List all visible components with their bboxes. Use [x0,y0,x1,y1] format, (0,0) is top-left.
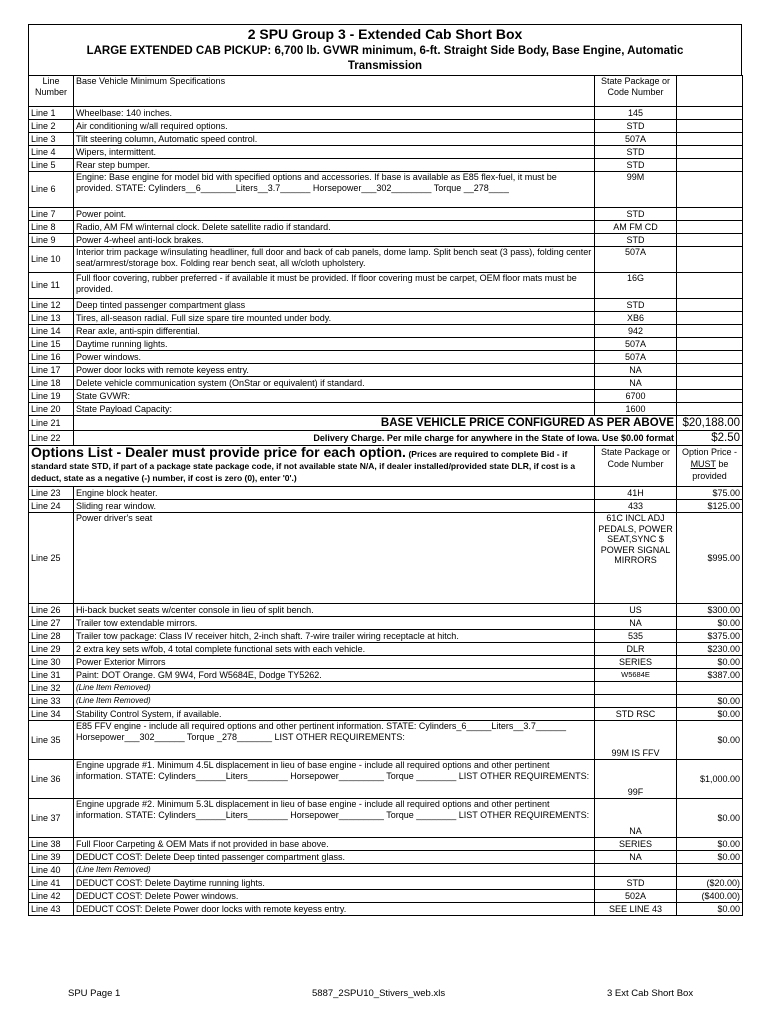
base-price-label: BASE VEHICLE PRICE CONFIGURED AS PER ABOVE [74,416,677,431]
line-number: Line 12 [29,299,74,312]
code-number: XB6 [595,312,677,325]
option-description: DEDUCT COST: Delete Deep tinted passenger compartment glass. [74,851,595,864]
table-row [29,487,743,500]
option-price: $1,000.00 [677,760,743,799]
code-number: NA [595,377,677,390]
footer-filename: 5887_2SPU10_Stivers_web.xls [312,988,446,999]
line-number: Line 17 [29,364,74,377]
option-description: Power driver's seat [74,513,595,604]
option-price: $0.00 [677,617,743,630]
code-number: 507A [595,351,677,364]
option-price: ($400.00) [677,890,743,903]
line-number: Line 39 [29,851,74,864]
table-row [29,604,743,617]
table-row [29,838,743,851]
option-price: $75.00 [677,487,743,500]
code-number: 16G [595,273,677,299]
line-number: Line 27 [29,617,74,630]
blank-cell [677,221,743,234]
footer-sheet-name: 3 Ext Cab Short Box [607,988,694,999]
line-number: Line 9 [29,234,74,247]
code-number: NA [595,617,677,630]
line-number: Line 23 [29,487,74,500]
code-number: DLR [595,643,677,656]
price-head-b: be provided [692,459,729,481]
spec-description: Power 4-wheel anti-lock brakes. [74,234,595,247]
line-number: Line 41 [29,877,74,890]
option-price: $0.00 [677,851,743,864]
code-number: 507A [595,338,677,351]
line-number: Line 16 [29,351,74,364]
option-description: Full Floor Carpeting & OEM Mats if not provided in base above. [74,838,595,851]
code-number: 507A [595,133,677,146]
line-number: Line 36 [29,760,74,799]
table-row [29,851,743,864]
line-number: Line 33 [29,695,74,708]
column-header-row [29,76,743,107]
footer-page: SPU Page 1 [68,988,121,999]
table-row [29,500,743,513]
line-number: Line 2 [29,120,74,133]
delivery-charge-value: $2.50 [677,431,743,446]
table-row [29,364,743,377]
line-number: Line 10 [29,247,74,273]
option-price: $125.00 [677,500,743,513]
code-number: STD RSC [595,708,677,721]
code-number: NA [595,364,677,377]
price-head-a: Option Price - [681,447,738,457]
code-number: SERIES [595,838,677,851]
sheet-title: 2 SPU Group 3 - Extended Cab Short Box [247,26,523,42]
line-number: Line 6 [29,172,74,208]
table-row [29,403,743,416]
option-description: Stability Control System, if available. [74,708,595,721]
table-row [29,338,743,351]
line-number: Line 7 [29,208,74,221]
table-row [29,247,743,273]
line-number: Line 32 [29,682,74,695]
table-row [29,708,743,721]
blank-cell [677,208,743,221]
table-row [29,799,743,838]
code-number: 145 [595,107,677,120]
code-number: NA [595,799,677,838]
option-price [677,864,743,877]
code-number: STD [595,120,677,133]
line-number: Line 25 [29,513,74,604]
table-row [29,695,743,708]
blank-cell [677,377,743,390]
spec-description: Daytime running lights. [74,338,595,351]
option-price: $387.00 [677,669,743,682]
code-number: 502A [595,890,677,903]
line-number: Line 43 [29,903,74,916]
base-price-value: $20,188.00 [677,416,743,431]
option-description: DEDUCT COST: Delete Power door locks with remote keyess entry. [74,903,595,916]
table-row [29,234,743,247]
options-header [29,446,595,487]
line-21-row [29,416,743,431]
option-description: Paint: DOT Orange. GM 9W4, Ford W5684E, Dodge TY5262. [74,669,595,682]
code-number: STD [595,159,677,172]
table-row [29,513,743,604]
spec-description: Tilt steering column, Automatic speed control. [74,133,595,146]
options-code-header: State Package or Code Number [595,446,677,487]
code-number: 99M IS FFV [595,721,677,760]
option-price: ($20.00) [677,877,743,890]
table-row [29,377,743,390]
line-number: Line 4 [29,146,74,159]
spec-description: State GVWR: [74,390,595,403]
blank-cell [677,390,743,403]
line-number: Line 1 [29,107,74,120]
option-description: Engine upgrade #1. Minimum 4.5L displacement in lieu of base engine - include all required options and other pertinent information. STATE: Cylinders______Liters________ Horsepower_________ Torque ________ LIST OTHER REQUIREMENTS: [74,760,595,799]
spec-description: Power point. [74,208,595,221]
spec-description: Rear step bumper. [74,159,595,172]
table-row [29,760,743,799]
line-number: Line 29 [29,643,74,656]
code-number: 6700 [595,390,677,403]
spec-sheet [28,24,742,916]
table-row [29,159,743,172]
line-number: Line 34 [29,708,74,721]
blank-cell [677,299,743,312]
line-number: Line 30 [29,656,74,669]
line-number: Line 37 [29,799,74,838]
spec-description: Delete vehicle communication system (OnStar or equivalent) if standard. [74,377,595,390]
blank-cell [677,146,743,159]
code-number: 507A [595,247,677,273]
table-row [29,299,743,312]
code-number: NA [595,851,677,864]
line-number: Line 19 [29,390,74,403]
option-description: (Line Item Removed) [74,864,595,877]
code-number: 99M [595,172,677,208]
line-number: Line 31 [29,669,74,682]
blank-cell [677,107,743,120]
blank-cell [677,159,743,172]
blank-cell [677,338,743,351]
table-row [29,630,743,643]
options-note: if standard state STD, if part of a package state package code, if not available state N/A, if dealer installed/provided state DLR, if cost is a deduct, state as a negative (-) number, if cost is zero (0), enter '0'.) [31,449,576,483]
code-number: STD [595,146,677,159]
price-head-must: MUST [690,459,716,469]
code-number: US [595,604,677,617]
option-price: $0.00 [677,656,743,669]
table-row [29,325,743,338]
blank-cell [677,120,743,133]
option-description: 2 extra key sets w/fob, 4 total complete functional sets with each vehicle. [74,643,595,656]
spec-description: Wheelbase: 140 inches. [74,107,595,120]
option-price: $230.00 [677,643,743,656]
line-number: Line 18 [29,377,74,390]
line-number: Line 40 [29,864,74,877]
delivery-charge-label: Delivery Charge. Per mile charge for anywhere in the State of Iowa. Use $0.00 format [74,431,677,446]
table-row [29,903,743,916]
line-number: Line 28 [29,630,74,643]
code-number: STD [595,877,677,890]
option-description: Hi-back bucket seats w/center console in lieu of split bench. [74,604,595,617]
options-header-row [29,446,743,487]
sheet-header [28,24,742,75]
spec-description: State Payload Capacity: [74,403,595,416]
table-row [29,669,743,682]
option-description: Trailer tow package: Class IV receiver hitch, 2-inch shaft. 7-wire trailer wiring receptacle at hitch. [74,630,595,643]
option-description: Engine upgrade #2. Minimum 5.3L displacement in lieu of base engine - include all required options and other pertinent information. STATE: Cylinders______Liters________ Horsepower_________ Torque ________ LIST OTHER REQUIREMENTS: [74,799,595,838]
option-price: $0.00 [677,721,743,760]
line-number: Line 8 [29,221,74,234]
spec-description: Wipers, intermittent. [74,146,595,159]
option-price: $0.00 [677,799,743,838]
code-number: 99F [595,760,677,799]
col-specifications: Base Vehicle Minimum Specifications [74,76,595,107]
spec-description: Engine: Base engine for model bid with specified options and accessories. If base is available as E85 flex-fuel, it must be provided. STATE: Cylinders__6_______Liters__3.7______ Horsepower___302________ Torque __278____ [74,172,595,208]
code-number: AM FM CD [595,221,677,234]
table-row [29,312,743,325]
spec-description: Air conditioning w/all required options. [74,120,595,133]
table-row [29,146,743,159]
table-row [29,890,743,903]
option-description: Engine block heater. [74,487,595,500]
table-row [29,172,743,208]
code-number: SERIES [595,656,677,669]
code-number: 942 [595,325,677,338]
line-number: Line 24 [29,500,74,513]
option-price: $995.00 [677,513,743,604]
col-blank [677,76,743,107]
option-description: (Line Item Removed) [74,682,595,695]
line-number: Line 5 [29,159,74,172]
option-description: Power Exterior Mirrors [74,656,595,669]
option-price [677,682,743,695]
code-number: 61C INCL ADJ PEDALS, POWER SEAT,SYNC $ POWER SIGNAL MIRRORS [595,513,677,604]
option-price: $300.00 [677,604,743,617]
option-price: $0.00 [677,903,743,916]
table-row [29,273,743,299]
blank-cell [677,351,743,364]
option-price: $0.00 [677,838,743,851]
table-row [29,390,743,403]
table-row [29,643,743,656]
option-price: $375.00 [677,630,743,643]
blank-cell [677,172,743,208]
code-number: W5684E [595,669,677,682]
sheet-subtitle: LARGE EXTENDED CAB PICKUP: 6,700 lb. GVWR minimum, 6-ft. Straight Side Body, Base Engine, Automatic Transmission [86,45,684,72]
spec-description: Full floor covering, rubber preferred - if available it must be provided. If floor covering must be carpet, OEM floor mats must be provided. [74,273,595,299]
option-description: Trailer tow extendable mirrors. [74,617,595,630]
spec-description: Deep tinted passenger compartment glass [74,299,595,312]
blank-cell [677,403,743,416]
table-row [29,107,743,120]
table-row [29,133,743,146]
options-price-header [677,446,743,487]
table-row [29,351,743,364]
code-number: 41H [595,487,677,500]
table-row [29,721,743,760]
spec-description: Interior trim package w/insulating headliner, full door and back of cab panels, dome lamp. Split bench seat (3 pass), folding center seat/armrest/storage box. Folding rear bench seat, all w/cloth upholstery. [74,247,595,273]
spec-description: Tires, all-season radial. Full size spare tire mounted under body. [74,312,595,325]
table-row [29,656,743,669]
line-number: Line 15 [29,338,74,351]
option-description: (Line Item Removed) [74,695,595,708]
table-row [29,864,743,877]
col-code-number: State Package or Code Number [595,76,677,107]
line-number: Line 14 [29,325,74,338]
blank-cell [677,325,743,338]
blank-cell [677,364,743,377]
line-22-row [29,431,743,446]
spec-table [28,75,743,916]
code-number: SEE LINE 43 [595,903,677,916]
spec-description: Rear axle, anti-spin differential. [74,325,595,338]
option-description: DEDUCT COST: Delete Daytime running lights. [74,877,595,890]
line-number: Line 3 [29,133,74,146]
code-number: 1600 [595,403,677,416]
blank-cell [677,312,743,325]
line-number: Line 42 [29,890,74,903]
code-number: STD [595,208,677,221]
table-row [29,682,743,695]
spec-description: Radio, AM FM w/internal clock. Delete satellite radio if standard. [74,221,595,234]
spec-description: Power windows. [74,351,595,364]
line-number: Line 22 [29,431,74,446]
blank-cell [677,133,743,146]
line-number: Line 21 [29,416,74,431]
table-row [29,221,743,234]
option-price: $0.00 [677,695,743,708]
col-line-number: Line Number [29,76,74,107]
option-description: E85 FFV engine - include all required options and other pertinent information. STATE: Cylinders_6_____Liters__3.7______ Horsepower___302______ Torque _278_______ LIST OTHER REQUIREMENTS: [74,721,595,760]
blank-cell [677,273,743,299]
blank-cell [677,247,743,273]
spec-description: Power door locks with remote keyess entry. [74,364,595,377]
line-number: Line 35 [29,721,74,760]
table-row [29,208,743,221]
options-title: Options List - Dealer must provide price for each option. [31,445,406,460]
code-number [595,695,677,708]
option-description: DEDUCT COST: Delete Power windows. [74,890,595,903]
option-price: $0.00 [677,708,743,721]
blank-cell [677,234,743,247]
code-number: 535 [595,630,677,643]
code-number [595,864,677,877]
table-row [29,877,743,890]
line-number: Line 20 [29,403,74,416]
table-row [29,120,743,133]
code-number: 433 [595,500,677,513]
line-number: Line 38 [29,838,74,851]
code-number: STD [595,234,677,247]
table-row [29,617,743,630]
line-number: Line 13 [29,312,74,325]
line-number: Line 11 [29,273,74,299]
line-number: Line 26 [29,604,74,617]
options-note-inline: (Prices are required to complete Bid - [408,449,560,459]
code-number: STD [595,299,677,312]
option-description: Sliding rear window. [74,500,595,513]
code-number [595,682,677,695]
